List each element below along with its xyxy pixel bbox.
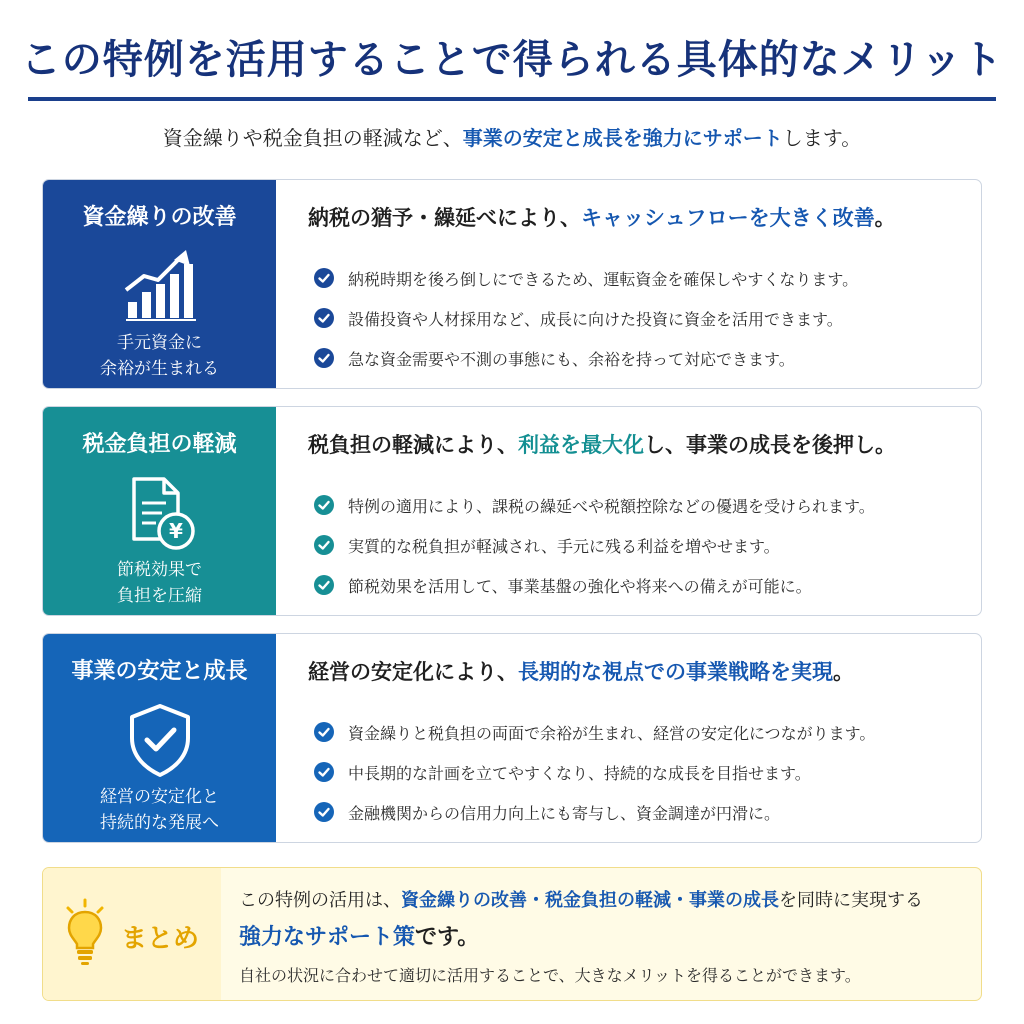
- card-side-title: 事業の安定と成長: [71, 659, 248, 684]
- list-item: [314, 298, 858, 338]
- check-circle-icon: [314, 268, 334, 288]
- card-side-panel: [43, 634, 276, 842]
- svg-text:¥: ¥: [168, 519, 183, 543]
- benefit-card-cash-flow: [42, 179, 982, 389]
- card-main: [276, 634, 981, 842]
- list-item: [314, 792, 875, 832]
- summary-side-panel: [43, 868, 221, 1000]
- summary-line1: [239, 886, 979, 912]
- check-circle-icon: [314, 722, 334, 742]
- list-item: [314, 525, 875, 565]
- summary-line2-highlight: 強力なサポート策: [239, 925, 416, 950]
- summary-line2: [239, 920, 979, 951]
- card-side-panel: [43, 180, 276, 388]
- card-side-caption-line1: 手元資金に: [117, 333, 202, 353]
- check-circle-icon: [314, 308, 334, 328]
- list-item: [314, 338, 858, 378]
- card-headline-after: 。: [874, 206, 896, 230]
- list-item-text: 設備投資や人材採用など、成長に向けた投資に資金を活用できます。: [348, 309, 843, 329]
- card-headline-after: 。: [833, 660, 854, 684]
- list-item: [314, 752, 875, 792]
- card-side-caption-line2: 負担を圧縮: [117, 586, 202, 606]
- list-item: [314, 565, 875, 605]
- summary-label: まとめ: [121, 924, 200, 954]
- check-circle-icon: [314, 802, 334, 822]
- list-item-text: 資金繰りと税負担の両面で余裕が生まれ、経営の安定化につながります。: [348, 723, 876, 743]
- card-side-caption-line2: 持続的な発展へ: [100, 813, 219, 833]
- intro-text-before: 資金繰りや税金負担の軽減など、: [162, 126, 463, 150]
- card-side-title: 資金繰りの改善: [82, 205, 237, 230]
- benefit-list: [314, 712, 875, 832]
- list-item: [314, 485, 875, 525]
- intro-highlight: 事業の安定と成長を強力にサポート: [462, 126, 783, 150]
- card-headline-before: 税負担の軽減により、: [308, 433, 518, 457]
- list-item-text: 節税効果を活用して、事業基盤の強化や将来への備えが可能に。: [348, 576, 812, 596]
- benefit-card-stability-growth: [42, 633, 982, 843]
- card-side-caption-line2: 余裕が生まれる: [100, 359, 219, 379]
- card-side-caption: [43, 557, 276, 609]
- card-side-caption-line1: 経営の安定化と: [100, 787, 219, 807]
- check-circle-icon: [314, 535, 334, 555]
- title-underline: [28, 97, 996, 101]
- list-item-text: 納税時期を後ろ倒しにできるため、運転資金を確保しやすくなります。: [348, 269, 859, 289]
- list-item-text: 急な資金需要や不測の事態にも、余裕を持って対応できます。: [348, 349, 795, 369]
- check-circle-icon: [314, 575, 334, 595]
- intro-text-after: します。: [782, 126, 862, 150]
- lightbulb-icon: [63, 898, 107, 968]
- card-side-panel: [43, 407, 276, 615]
- summary-line1-before: この特例の活用は、: [239, 890, 401, 911]
- check-circle-icon: [314, 348, 334, 368]
- card-headline-highlight: 利益を最大化: [518, 433, 644, 457]
- card-headline-after: し、事業の成長を後押し。: [644, 433, 896, 457]
- list-item-text: 金融機関からの信用力向上にも寄与し、資金調達が円滑に。: [348, 803, 781, 823]
- list-item: [314, 258, 858, 298]
- benefit-list: [314, 485, 875, 605]
- summary-line2-after: です。: [415, 925, 480, 950]
- card-main: [276, 407, 981, 615]
- check-circle-icon: [314, 495, 334, 515]
- list-item-text: 特例の適用により、課税の繰延べや税額控除などの優遇を受けられます。: [348, 496, 875, 516]
- summary-line3: 自社の状況に合わせて適切に活用することで、大きなメリットを得ることができます。: [239, 966, 861, 985]
- card-main: [276, 180, 981, 388]
- card-headline: [308, 202, 896, 232]
- benefit-card-tax-reduction: [42, 406, 982, 616]
- summary-line1-after: を同時に実現する: [779, 890, 923, 911]
- card-headline: [308, 656, 854, 686]
- card-side-caption-line1: 節税効果で: [117, 560, 202, 580]
- card-headline-before: 経営の安定化により、: [308, 660, 518, 684]
- list-item-text: 実質的な税負担が軽減され、手元に残る利益を増やせます。: [348, 536, 780, 556]
- card-headline-highlight: キャッシュフローを大きく改善: [581, 206, 875, 230]
- shield-check-icon: [120, 700, 200, 780]
- card-side-title: 税金負担の軽減: [82, 432, 237, 457]
- card-headline-highlight: 長期的な視点での事業戦略を実現: [518, 660, 833, 684]
- card-headline-before: 納税の猶予・繰延べにより、: [308, 206, 581, 230]
- card-headline: [308, 429, 896, 459]
- list-item: [314, 712, 875, 752]
- yen-document-icon: [120, 473, 200, 553]
- intro-text: [0, 122, 1024, 151]
- check-circle-icon: [314, 762, 334, 782]
- summary-box: [42, 867, 982, 1001]
- card-side-caption: [43, 330, 276, 382]
- summary-text: [239, 886, 979, 986]
- benefit-list: [314, 258, 858, 378]
- card-side-caption: [43, 784, 276, 836]
- page-title: この特例を活用することで得られる具体的なメリット: [20, 37, 1004, 83]
- list-item-text: 中長期的な計画を立てやすくなり、持続的な成長を目指せます。: [348, 763, 811, 783]
- summary-line1-highlight: 資金繰りの改善・税金負担の軽減・事業の成長: [401, 890, 779, 911]
- growth-chart-icon: [120, 246, 200, 326]
